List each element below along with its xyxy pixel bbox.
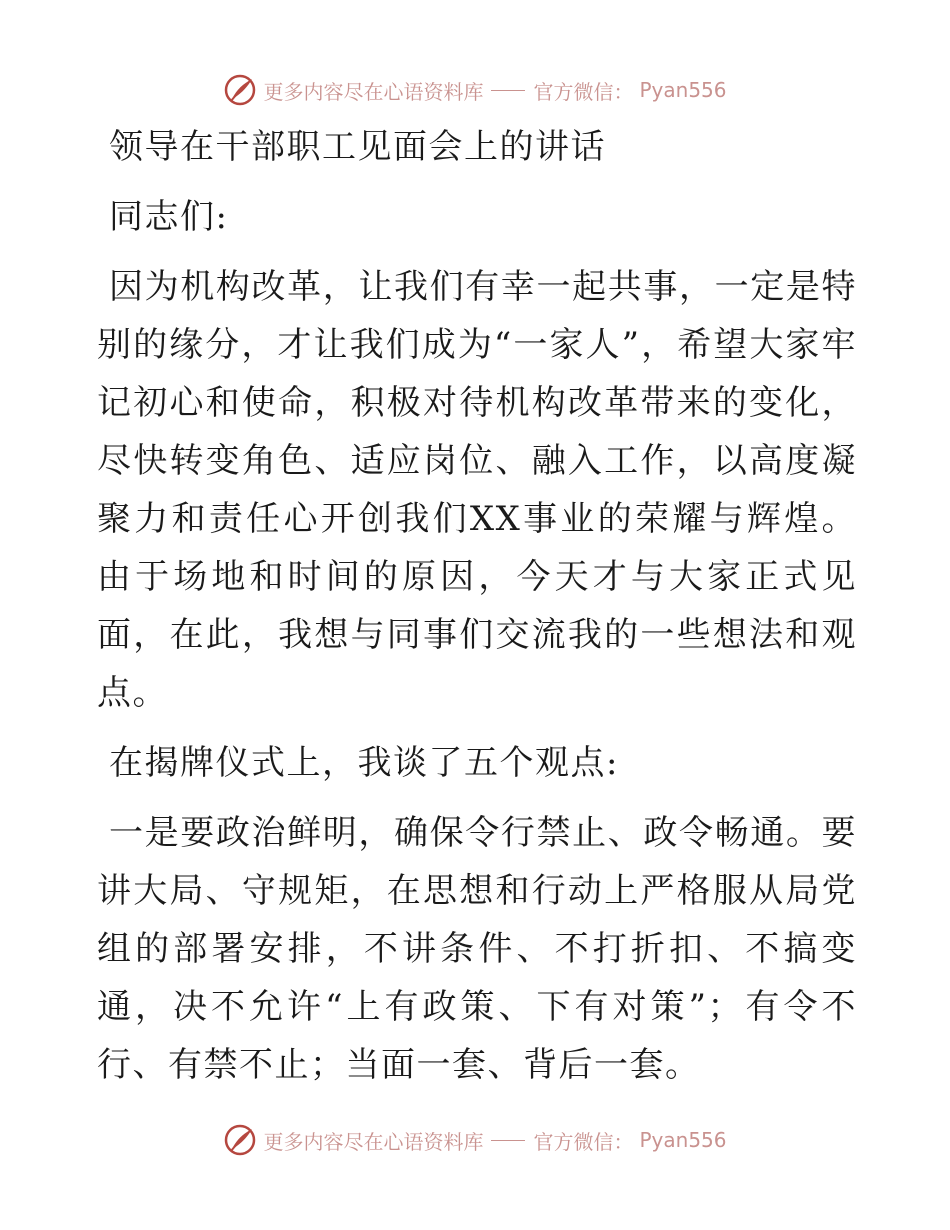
watermark-wechat-id: Pyan556 [639,78,727,102]
watermark-dash [491,90,525,91]
document-salutation: 同志们: [109,197,229,237]
footer-watermark [0,1120,950,1160]
watermark-wechat-label: 官方微信： [533,1129,634,1154]
watermark-site-text: 更多内容尽在心语资料库 [263,1129,484,1154]
feather-pen-logo-icon [223,73,257,107]
document-title: 领导在干部职工见面会上的讲话 [109,127,606,167]
header-watermark [0,70,950,110]
document-body [97,118,857,1094]
feather-pen-logo-icon [223,1123,257,1157]
paragraph: 一是要政治鲜明，确保令行禁止、政令畅通。要讲大局、守规矩，在思想和行动上严格服从局党组的部署安排，不讲条件、不打折扣、不搞变通，决不允许“上有政策、下有对策”；有令不行、有禁不止；当面一套、背后一套。 [97,813,857,1085]
paragraph: 在揭牌仪式上，我谈了五个观点: [109,743,619,783]
watermark-wechat-id: Pyan556 [639,1128,727,1152]
watermark-site-text: 更多内容尽在心语资料库 [263,79,484,104]
paragraph: 因为机构改革，让我们有幸一起共事，一定是特别的缘分，才让我们成为“一家人”，希望大家牢记初心和使命，积极对待机构改革带来的变化，尽快转变角色、适应岗位、融入工作，以高度凝聚力和责任心开创我们XX事业的荣耀与辉煌。由于场地和时间的原因，今天才与大家正式见面，在此，我想与同事们交流我的一些想法和观点。 [97,267,857,713]
watermark-wechat-label: 官方微信： [533,79,634,104]
watermark-dash [491,1140,525,1141]
